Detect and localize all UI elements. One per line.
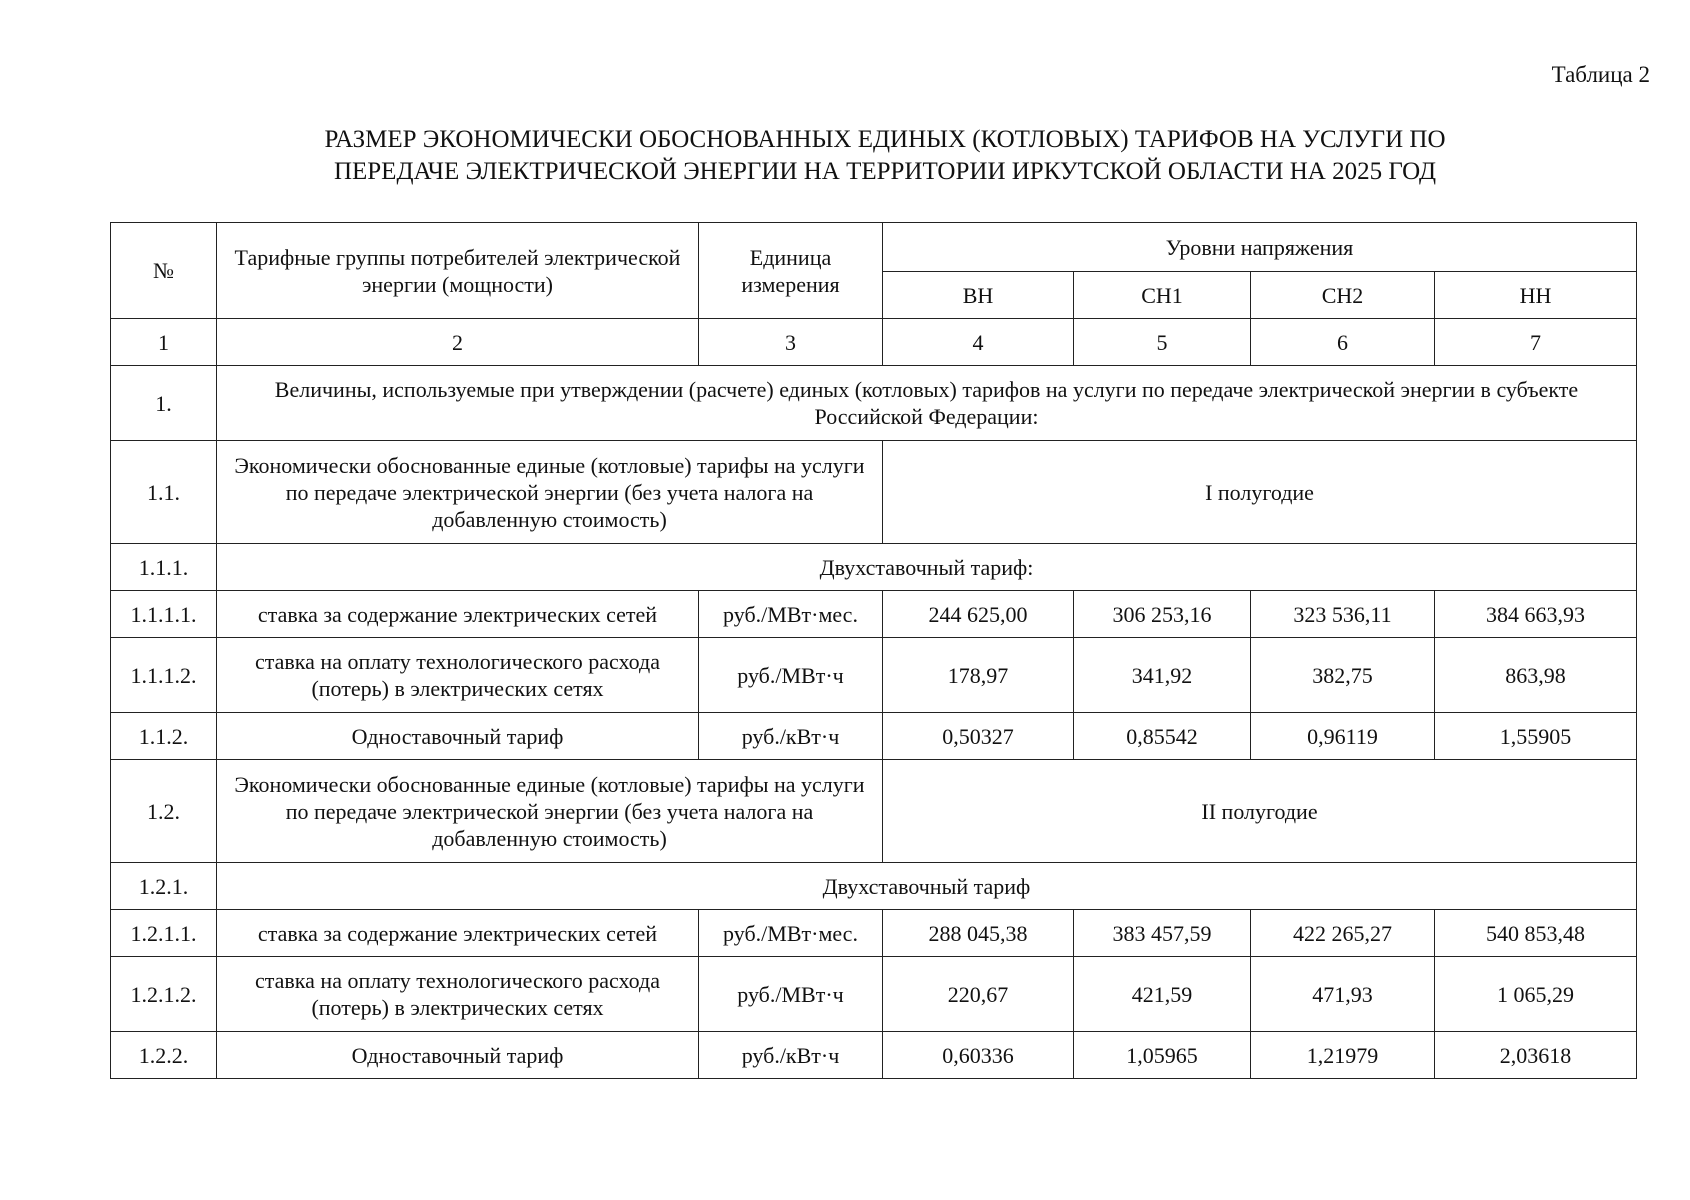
title-line-2: ПЕРЕДАЧЕ ЭЛЕКТРИЧЕСКОЙ ЭНЕРГИИ НА ТЕРРИТОРИИ ИРКУТСКОЙ ОБЛАСТИ НА 2025 ГОД xyxy=(333,158,1437,185)
value-nn: 2,03618 xyxy=(1435,1032,1637,1079)
value-nn: 863,98 xyxy=(1435,638,1637,713)
value-vn: 220,67 xyxy=(883,957,1074,1032)
row-text: ставка на оплату технологического расхода (потерь) в электрических сетях xyxy=(217,957,699,1032)
row-num: 1.1. xyxy=(111,441,217,544)
value-sn2: 323 536,11 xyxy=(1251,591,1435,638)
row-unit: руб./МВт·ч xyxy=(699,638,883,713)
value-vn: 288 045,38 xyxy=(883,910,1074,957)
table-row xyxy=(111,591,1637,638)
title-line-1: РАЗМЕР ЭКОНОМИЧЕСКИ ОБОСНОВАННЫХ ЕДИНЫХ (КОТЛОВЫХ) ТАРИФОВ НА УСЛУГИ ПО xyxy=(324,126,1446,153)
period-label: II полугодие xyxy=(883,760,1637,863)
row-unit: руб./МВт·мес. xyxy=(699,591,883,638)
value-nn: 1,55905 xyxy=(1435,713,1637,760)
table-row xyxy=(111,638,1637,713)
col-number: 5 xyxy=(1074,319,1251,366)
value-sn2: 0,96119 xyxy=(1251,713,1435,760)
value-sn1: 306 253,16 xyxy=(1074,591,1251,638)
header-vn: ВН xyxy=(883,272,1074,319)
header-num: № xyxy=(111,223,217,319)
value-sn2: 382,75 xyxy=(1251,638,1435,713)
table-row xyxy=(111,441,1637,544)
value-sn2: 1,21979 xyxy=(1251,1032,1435,1079)
row-text: Экономически обоснованные единые (котловые) тарифы на услуги по передаче электрической энергии (без учета налога на добавленную стоимость) xyxy=(217,760,883,863)
table-row xyxy=(111,760,1637,863)
row-text: ставка за содержание электрических сетей xyxy=(217,910,699,957)
table-row xyxy=(111,957,1637,1032)
row-num: 1.2.2. xyxy=(111,1032,217,1079)
row-text: ставка на оплату технологического расхода (потерь) в электрических сетях xyxy=(217,638,699,713)
value-sn1: 421,59 xyxy=(1074,957,1251,1032)
value-nn: 384 663,93 xyxy=(1435,591,1637,638)
subsection-text: Двухставочный тариф xyxy=(217,863,1637,910)
value-sn1: 383 457,59 xyxy=(1074,910,1251,957)
table-row xyxy=(111,863,1637,910)
table-row xyxy=(111,713,1637,760)
row-num: 1.1.2. xyxy=(111,713,217,760)
section-text: Величины, используемые при утверждении (расчете) единых (котловых) тарифов на услуги по передаче электрической энергии в субъекте Российской Федерации: xyxy=(217,366,1637,441)
row-text: Экономически обоснованные единые (котловые) тарифы на услуги по передаче электрической энергии (без учета налога на добавленную стоимость) xyxy=(217,441,883,544)
col-number: 3 xyxy=(699,319,883,366)
table-row xyxy=(111,1032,1637,1079)
value-vn: 244 625,00 xyxy=(883,591,1074,638)
value-vn: 0,60336 xyxy=(883,1032,1074,1079)
period-label: I полугодие xyxy=(883,441,1637,544)
col-number: 6 xyxy=(1251,319,1435,366)
row-text: Одноставочный тариф xyxy=(217,1032,699,1079)
row-num: 1.2.1.1. xyxy=(111,910,217,957)
row-num: 1.2.1. xyxy=(111,863,217,910)
row-unit: руб./МВт·мес. xyxy=(699,910,883,957)
row-unit: руб./кВт·ч xyxy=(699,713,883,760)
col-number: 2 xyxy=(217,319,699,366)
row-num: 1.1.1. xyxy=(111,544,217,591)
header-sn2: СН2 xyxy=(1251,272,1435,319)
value-nn: 1 065,29 xyxy=(1435,957,1637,1032)
table-row xyxy=(111,910,1637,957)
value-sn1: 1,05965 xyxy=(1074,1032,1251,1079)
value-vn: 178,97 xyxy=(883,638,1074,713)
value-sn1: 0,85542 xyxy=(1074,713,1251,760)
col-number: 4 xyxy=(883,319,1074,366)
subsection-text: Двухставочный тариф: xyxy=(217,544,1637,591)
row-unit: руб./кВт·ч xyxy=(699,1032,883,1079)
value-sn1: 341,92 xyxy=(1074,638,1251,713)
document-title xyxy=(160,124,1610,188)
column-numbers-row xyxy=(111,319,1637,366)
row-num: 1.1.1.1. xyxy=(111,591,217,638)
row-unit: руб./МВт·ч xyxy=(699,957,883,1032)
col-number: 7 xyxy=(1435,319,1637,366)
header-voltage-levels: Уровни напряжения xyxy=(883,223,1637,272)
row-num: 1.1.1.2. xyxy=(111,638,217,713)
col-number: 1 xyxy=(111,319,217,366)
row-text: Одноставочный тариф xyxy=(217,713,699,760)
row-num: 1.2. xyxy=(111,760,217,863)
header-sn1: СН1 xyxy=(1074,272,1251,319)
row-text: ставка за содержание электрических сетей xyxy=(217,591,699,638)
tariff-table xyxy=(110,222,1637,1079)
table-row xyxy=(111,366,1637,441)
header-nn: НН xyxy=(1435,272,1637,319)
header-row xyxy=(111,223,1637,272)
row-num: 1. xyxy=(111,366,217,441)
value-sn2: 471,93 xyxy=(1251,957,1435,1032)
header-unit: Единица измерения xyxy=(699,223,883,319)
value-vn: 0,50327 xyxy=(883,713,1074,760)
table-row xyxy=(111,544,1637,591)
row-num: 1.2.1.2. xyxy=(111,957,217,1032)
value-nn: 540 853,48 xyxy=(1435,910,1637,957)
table-label: Таблица 2 xyxy=(1551,62,1650,87)
value-sn2: 422 265,27 xyxy=(1251,910,1435,957)
header-groups: Тарифные группы потребителей электрической энергии (мощности) xyxy=(217,223,699,319)
